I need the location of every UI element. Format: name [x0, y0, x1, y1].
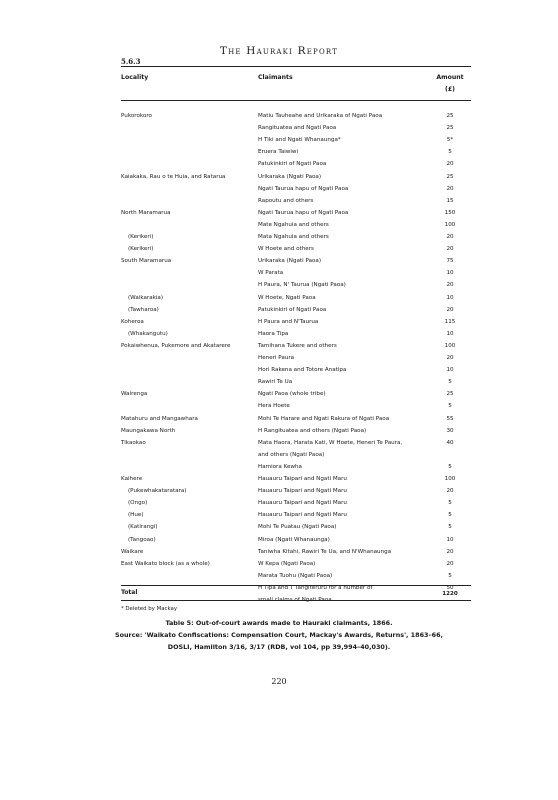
- table-row: [0, 183, 558, 195]
- table-row: [0, 292, 558, 304]
- table-row: [0, 449, 558, 461]
- amount-cell: 150: [444, 209, 456, 216]
- locality-cell: Wairenga: [121, 391, 148, 398]
- locality-cell: Waikare: [121, 548, 144, 555]
- locality-cell: (Katirangi): [128, 524, 158, 531]
- table-row: [0, 340, 558, 352]
- claimants-cell: Matiu Tauheahe and Urikaraka of Ngati Paoa: [258, 113, 383, 119]
- locality-cell: (Waikarakia): [128, 294, 164, 301]
- table-row: [0, 207, 558, 219]
- table-row: [0, 558, 558, 570]
- claimants-cell: Rawiri Te Ua: [258, 379, 293, 386]
- table-row: [0, 388, 558, 400]
- amount-cell: 5: [448, 149, 452, 156]
- table-row: [0, 497, 558, 509]
- page-number: 220: [271, 677, 287, 686]
- table-bottom-rule: [121, 600, 471, 601]
- locality-cell: (Whakangutu): [128, 330, 168, 337]
- amount-cell: 5: [448, 379, 452, 386]
- table-row: [0, 134, 558, 146]
- table-row: [0, 352, 558, 364]
- amount-cell: 5: [448, 524, 452, 531]
- amount-cell: 20: [446, 560, 454, 567]
- claimants-cell: Hamiora Kewha: [258, 463, 302, 470]
- table-row: [0, 146, 558, 158]
- claimants-cell: H Paura and N'Taurua: [258, 318, 319, 325]
- claimants-cell: Haora Tipa: [258, 330, 289, 337]
- amount-cell: 15: [446, 197, 454, 204]
- amount-cell: 10: [446, 330, 454, 337]
- locality-cell: (Kerikeri): [128, 234, 154, 240]
- claimants-cell: Mohi Te Harare and Ngati Rakura of Ngati Paoa: [258, 415, 390, 422]
- amount-cell: 20: [446, 234, 454, 240]
- claimants-cell: W Parata: [258, 270, 284, 277]
- amount-cell: 20: [446, 306, 454, 313]
- locality-cell: (Ongo): [128, 500, 148, 507]
- table-row: [0, 195, 558, 207]
- caption-source-line: Source: 'Waikato Confiscations: Compensation Court, Mackay's Awards, Returns', 1863–66,: [115, 631, 443, 639]
- table-row: [0, 461, 558, 473]
- table-row: [0, 485, 558, 497]
- amount-cell: 25: [446, 173, 454, 180]
- amount-cell: 20: [446, 185, 454, 192]
- claimants-cell: small claims of Ngati Paoa: [258, 597, 332, 603]
- running-title: The Hauraki Report: [219, 45, 339, 57]
- claimants-cell: Mate Ngahuia and others: [258, 221, 329, 228]
- amount-cell: 5: [448, 500, 452, 507]
- table-row: [0, 570, 558, 582]
- claimants-cell: and others (Ngati Paoa): [258, 451, 325, 458]
- claimants-cell: Urikaraka (Ngati Paoa): [258, 173, 322, 180]
- amount-cell: 20: [446, 161, 454, 168]
- table-row: [0, 122, 558, 134]
- amount-cell: 20: [446, 355, 454, 361]
- table-row: [0, 521, 558, 533]
- claimants-cell: H Tipa and T Tangiteruru for a number of: [258, 584, 373, 591]
- claimants-cell: Taniwha Kitahi, Rawiri Te Ua, and N'Whanaunga: [258, 548, 392, 555]
- table-row: [0, 364, 558, 376]
- table-row: [0, 437, 558, 449]
- table-row: [0, 231, 558, 243]
- table-row: [0, 219, 558, 231]
- claimants-cell: Mata Haora, Harata Kati, W Hoete, Heneri Te Paura,: [258, 439, 403, 446]
- amount-cell: 115: [444, 318, 456, 325]
- claimants-cell: Patukinkiri of Ngati Paoa: [258, 161, 327, 168]
- table-row: [0, 255, 558, 267]
- locality-cell: Tikaokao: [121, 439, 146, 446]
- claimants-cell: Urikaraka (Ngati Paoa): [258, 258, 322, 265]
- table-row: [0, 582, 558, 594]
- table-row: [0, 328, 558, 340]
- table-row: [0, 509, 558, 521]
- table-caption: Table 5: Out-of-court awards made to Hauraki claimants, 1866.: [165, 619, 393, 627]
- total-label: Total: [121, 589, 138, 596]
- table-row: [0, 158, 558, 170]
- table-row: [0, 171, 558, 183]
- table-row: [0, 400, 558, 412]
- claimants-cell: Miroa (Ngati Whanaunga): [258, 536, 330, 543]
- total-value: 1220: [442, 591, 458, 597]
- claimants-cell: Hori Rakena and Totore Anatipa: [258, 367, 347, 374]
- locality-cell: Kaiakaka, Rau o te Huia, and Ratarua: [121, 173, 226, 180]
- table-row: [0, 110, 558, 122]
- table-row: [0, 243, 558, 255]
- table-row: [0, 316, 558, 328]
- claimants-cell: Hauauru Taipari and Ngati Maru: [258, 488, 347, 495]
- amount-cell: 10: [446, 367, 454, 374]
- claimants-cell: Ngati Taurua hapu of Ngati Paoa: [258, 209, 349, 216]
- locality-cell: Kaihere: [121, 476, 143, 482]
- claimants-cell: Hera Hoete: [258, 403, 290, 410]
- locality-cell: Matahuru and Mangawhara: [121, 415, 198, 422]
- amount-cell: 20: [446, 246, 454, 253]
- column-header-amount: Amount: [436, 74, 464, 81]
- table-row: [0, 267, 558, 279]
- amount-cell: 100: [444, 476, 456, 482]
- claimants-cell: Eruera Taiwiwi: [258, 149, 299, 156]
- column-header-claimants: Claimants: [258, 74, 293, 81]
- amount-cell: 10: [446, 536, 454, 543]
- amount-cell: 75: [446, 258, 454, 265]
- column-header-locality: Locality: [121, 74, 149, 81]
- table-row: [0, 413, 558, 425]
- amount-cell: 5*: [446, 137, 454, 144]
- locality-cell: (Pukewhakataratara): [128, 488, 187, 495]
- table-row: [0, 304, 558, 316]
- claimants-cell: Patukinkiri of Ngati Paoa: [258, 306, 327, 313]
- amount-cell: 25: [446, 113, 454, 119]
- claimants-cell: Rapoutu and others: [258, 197, 314, 204]
- claimants-cell: Mata Ngahuia and others: [258, 234, 329, 240]
- claimants-cell: H Paura, N' Taurua (Ngati Paoa): [258, 282, 346, 289]
- claimants-cell: Heneri Paura: [258, 355, 295, 361]
- locality-cell: South Maramarua: [121, 258, 172, 265]
- amount-cell: 20: [446, 282, 454, 289]
- claimants-cell: Mohi Te Puatau (Ngati Paoa): [258, 524, 337, 531]
- claimants-cell: H Rangituatea and others (Ngati Paoa): [258, 427, 367, 434]
- table-row: [0, 279, 558, 291]
- table-row: [0, 425, 558, 437]
- claimants-cell: Hauauru Taipari and Ngati Maru: [258, 512, 347, 519]
- table-total-rule: [121, 585, 471, 586]
- amount-cell: 55: [446, 415, 454, 422]
- claimants-cell: Hauauru Taipari and Ngati Maru: [258, 500, 347, 507]
- locality-cell: (Tangoao): [128, 536, 156, 543]
- table-row: [0, 534, 558, 546]
- footnote: * Deleted by Mackay: [121, 606, 178, 612]
- locality-cell: (Hue): [128, 512, 144, 519]
- amount-cell: 20: [446, 548, 454, 555]
- locality-cell: Pokaiwhenua, Pukemore and Akatarere: [121, 342, 231, 349]
- amount-cell: 100: [444, 221, 456, 228]
- locality-cell: (Tawharoa): [128, 306, 159, 313]
- locality-cell: (Kerikeri): [128, 246, 154, 253]
- amount-cell: 10: [446, 294, 454, 301]
- amount-cell: 10: [446, 270, 454, 277]
- claimants-cell: W Hoete, Ngati Paoa: [258, 294, 316, 301]
- locality-cell: North Maramarua: [121, 209, 171, 216]
- locality-cell: Maungakawa North: [121, 427, 176, 434]
- claimants-cell: Ngati Taurua hapu of Ngati Paoa: [258, 185, 349, 192]
- amount-cell: 5: [448, 512, 452, 519]
- section-number: 5.6.3: [121, 57, 141, 66]
- amount-cell: 25: [446, 391, 454, 398]
- amount-cell: 100: [444, 342, 456, 349]
- amount-cell: 5: [448, 403, 452, 410]
- amount-cell: 5: [448, 572, 452, 579]
- table-row: [0, 473, 558, 485]
- claimants-cell: W Hoete and others: [258, 246, 314, 253]
- claimants-cell: H Tiki and Ngati Whanaunga*: [258, 137, 341, 144]
- column-header-amount-unit: (£): [445, 86, 455, 93]
- claimants-cell: Marata Tuohu (Ngati Paoa): [258, 572, 333, 579]
- amount-cell: 50: [446, 584, 454, 591]
- claimants-cell: Ngati Paoa (whole tribe): [258, 391, 326, 398]
- claimants-cell: W Kepa (Ngati Paoa): [258, 560, 316, 567]
- table-top-rule: [121, 66, 471, 67]
- claimants-cell: Hauauru Taipari and Ngati Maru: [258, 476, 347, 482]
- locality-cell: Koheroa: [121, 318, 144, 325]
- locality-cell: Pukorokoro: [121, 113, 152, 119]
- table-row: [0, 546, 558, 558]
- amount-cell: 5: [448, 463, 452, 470]
- amount-cell: 30: [446, 427, 454, 434]
- table-header-rule: [121, 100, 471, 101]
- claimants-cell: Tamihana Tukere and others: [258, 342, 337, 349]
- locality-cell: East Waikato block (as a whole): [121, 560, 210, 567]
- amount-cell: 20: [446, 488, 454, 495]
- claimants-cell: Rangituatea and Ngati Paoa: [258, 125, 337, 132]
- amount-cell: 40: [446, 439, 454, 446]
- caption-source-reference: DOSLI, Hamilton 3/16, 3/17 (RDB, vol 104, pp 39,994–40,030).: [167, 643, 391, 651]
- table-row: [0, 376, 558, 388]
- amount-cell: 25: [446, 125, 454, 132]
